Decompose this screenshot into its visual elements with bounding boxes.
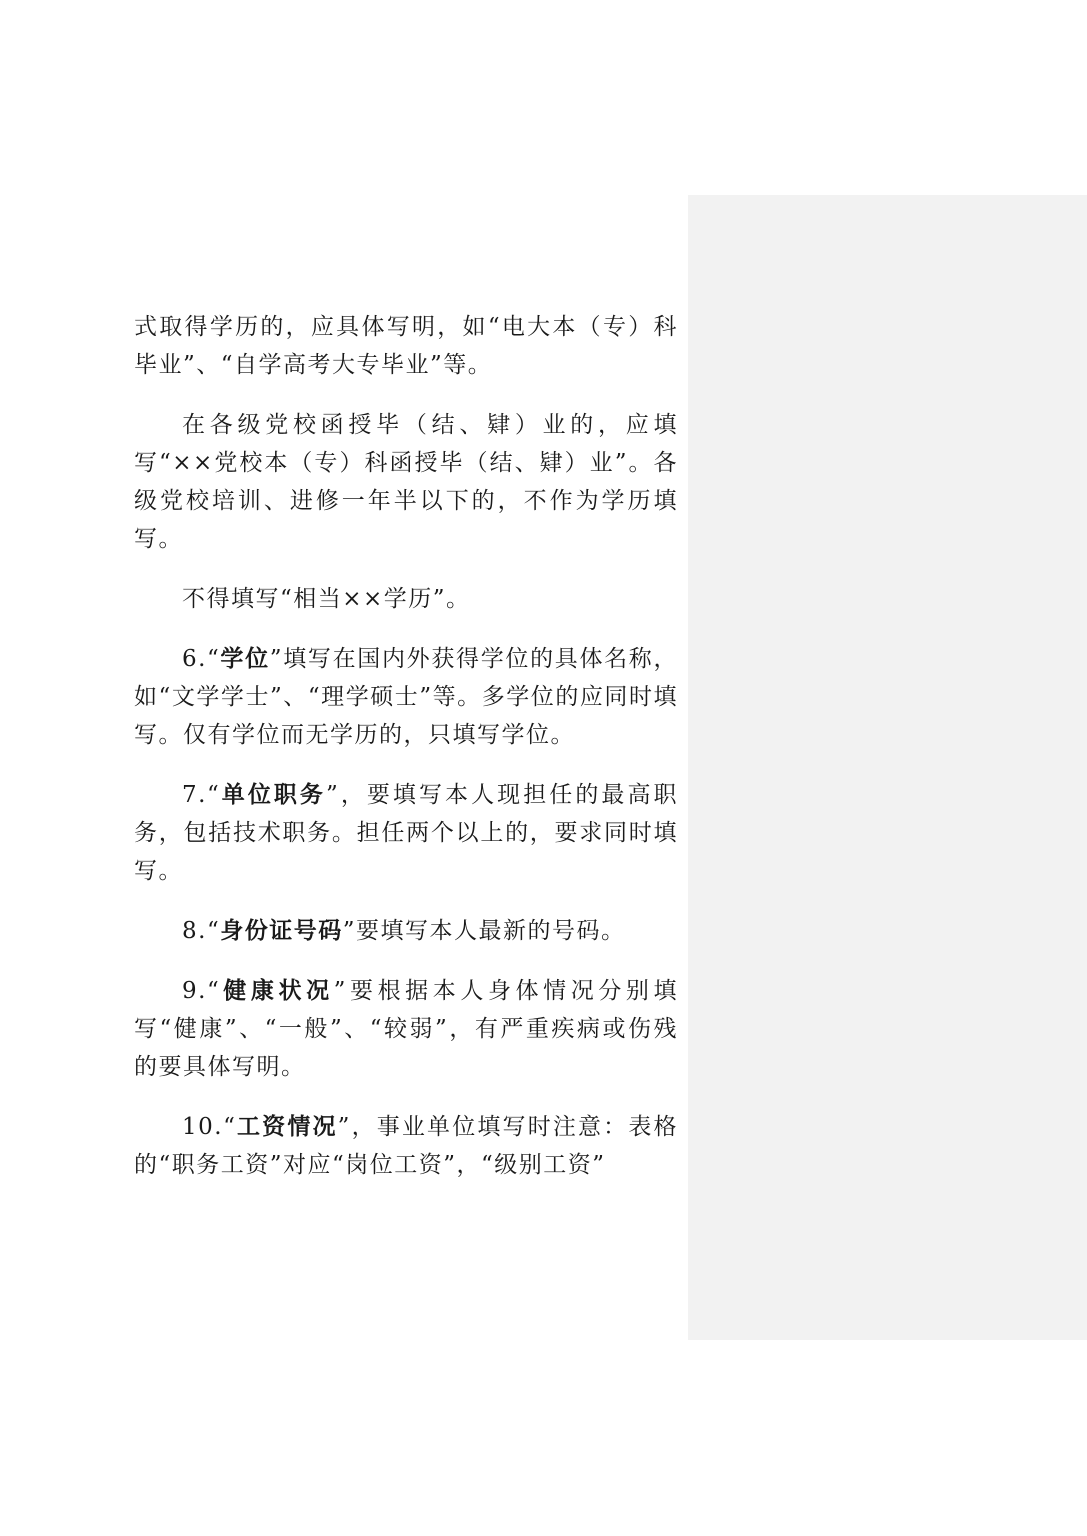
- paragraph-keyword: 工资情况: [236, 1114, 338, 1140]
- comment-margin-pane: [688, 195, 1087, 1340]
- paragraph-party-school: [134, 406, 678, 558]
- paragraph-no-equivalent: [134, 580, 678, 618]
- paragraph-text: ”填写在国内外获得学位的具体名称，如“文学学士”、“理学硕士”等。多学位的应同时填写。仅有学位而无学历的，只填写学位。: [134, 646, 678, 748]
- paragraph-item-10-salary: [134, 1108, 678, 1184]
- paragraph-text: 9.“: [182, 978, 221, 1004]
- paragraph-item-8-id-number: [134, 912, 678, 950]
- paragraph-text: ”，事业单位填写时注意：表格的“职务工资”对应“岗位工资”，“级别工资”: [134, 1114, 679, 1178]
- paragraph-text: ”要根据本人身体情况分别填写“健康”、“一般”、“较弱”，有严重疾病或伤残的要具体写明。: [134, 978, 678, 1080]
- paragraph-item-9-health: [134, 972, 678, 1086]
- paragraph-text: 10.“: [182, 1114, 237, 1140]
- paragraph-keyword: 健康状况: [220, 978, 334, 1004]
- paragraph-text: 7.“: [182, 782, 221, 808]
- paragraph-education-method: [134, 308, 678, 384]
- paragraph-text: 8.“: [182, 918, 221, 944]
- document-body: [134, 308, 678, 1206]
- paragraph-text: ”要填写本人最新的号码。: [342, 918, 626, 944]
- paragraph-keyword: 单位职务: [220, 782, 326, 808]
- paragraph-text: 在各级党校函授毕（结、肄）业的，应填写“××党校本（专）科函授毕（结、肄）业”。各级党校培训、进修一年半以下的，不作为学历填写。: [134, 412, 678, 552]
- paragraph-item-6-degree: [134, 640, 678, 754]
- paragraph-text: ”，要填写本人现担任的最高职务，包括技术职务。担任两个以上的，要求同时填写。: [134, 782, 679, 884]
- paragraph-keyword: 身份证号码: [220, 918, 343, 944]
- paragraph-item-7-position: [134, 776, 678, 890]
- paragraph-text: 式取得学历的，应具体写明，如“电大本（专）科毕业”、“自学高考大专毕业”等。: [134, 314, 678, 378]
- paragraph-text: 6.“: [182, 646, 221, 672]
- paragraph-text: 不得填写“相当××学历”。: [182, 586, 471, 612]
- paragraph-keyword: 学位: [220, 646, 270, 672]
